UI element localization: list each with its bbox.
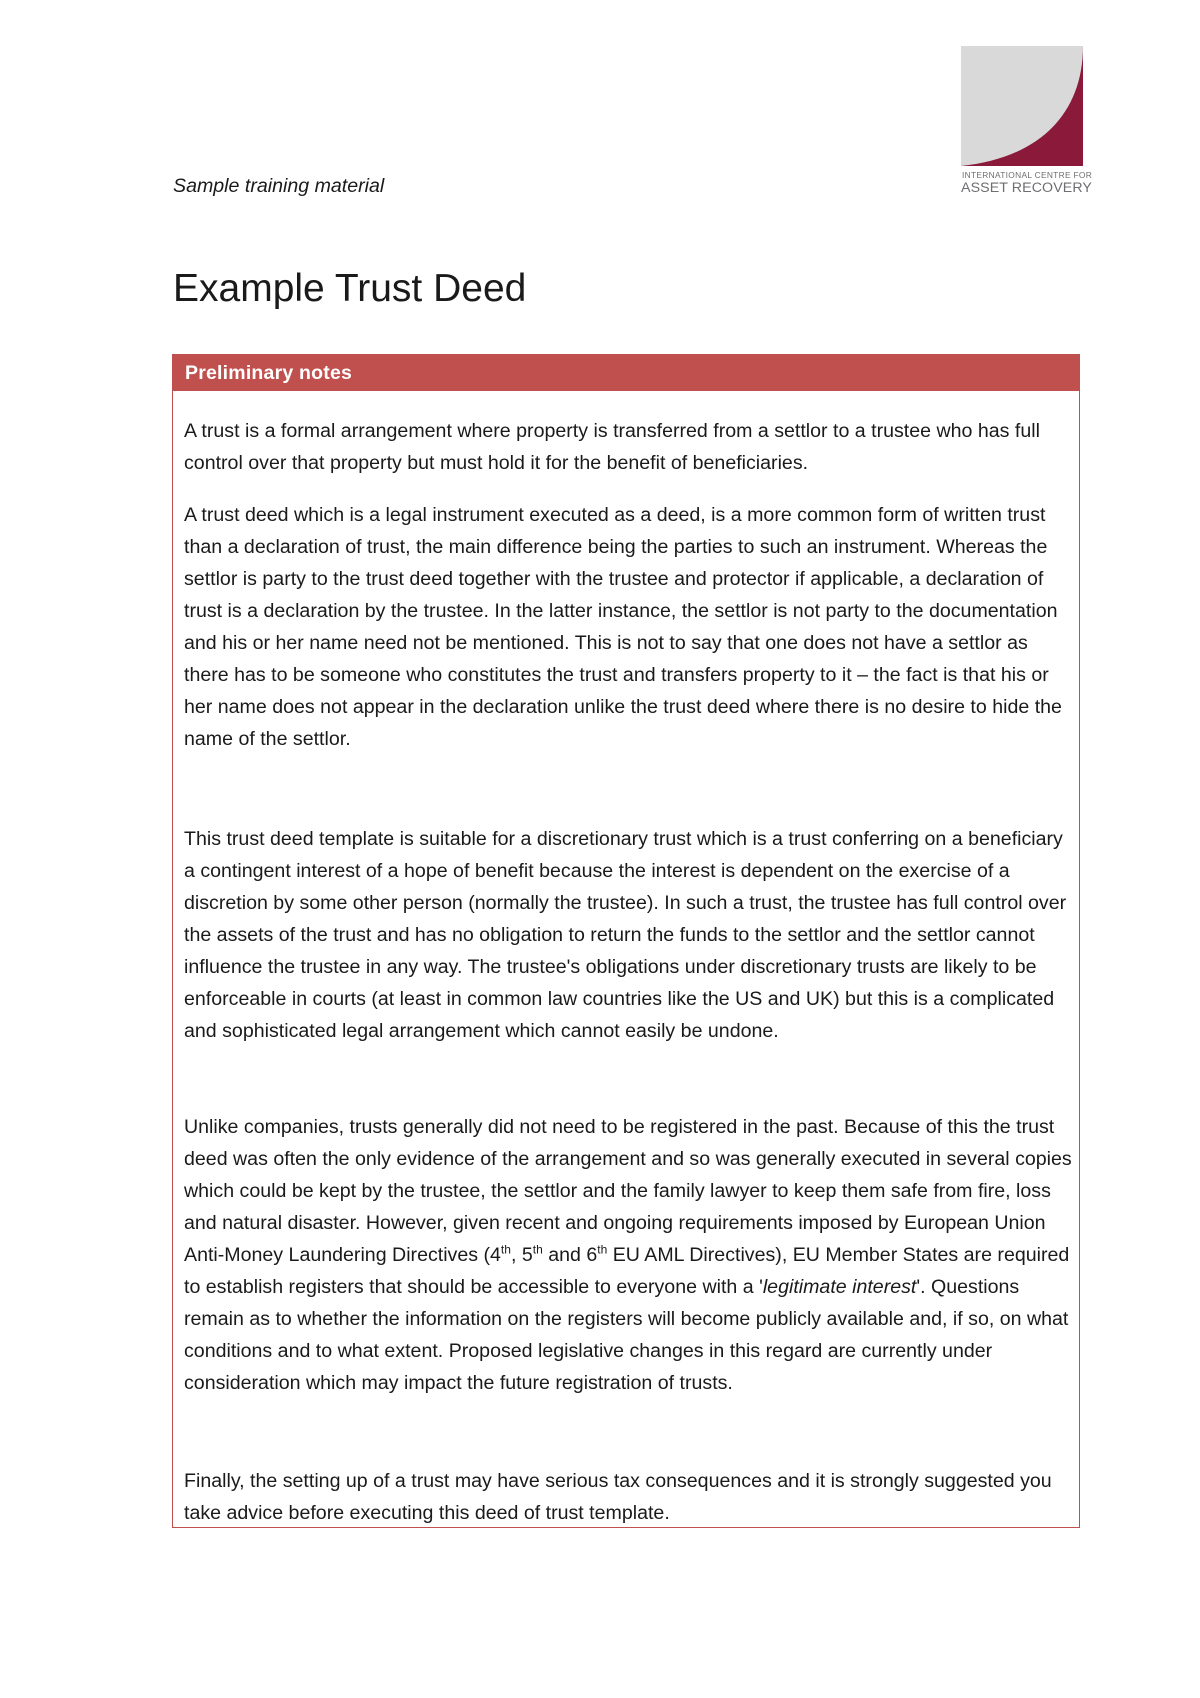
notes-paragraph-2: A trust deed which is a legal instrument executed as a deed, is a more common form of written trust than a declaration of trust, the main difference being the parties to such an instrument. Whereas the settlor is party to the trust deed together with the trustee and protector if applicable, a declaration of trust is a declaration by the trustee. In the latter instance, the settlor is not party to the documentation and his or her name need not be mentioned. This is not to say that one does not have a settlor as there has to be someone who constitutes the trust and transfers property to it – the fact is that his or her name does not appear in the declaration unlike the trust deed where there is no desire to hide the name of the settlor. [184, 504, 1062, 750]
preliminary-notes-box [172, 354, 1080, 1528]
p4-text-c: and 6 [542, 1244, 598, 1266]
p4-sup-3: th [597, 1242, 608, 1257]
logo-text-line1: INTERNATIONAL CENTRE FOR [962, 170, 1093, 180]
p4-sup-2: th [532, 1242, 543, 1257]
p4-text-b: , 5 [510, 1244, 533, 1266]
notes-paragraph-4 [184, 1111, 1074, 1399]
p4-sup-1: th [500, 1242, 511, 1257]
p4-text-e: '. Questions remain as to whether the information on the registers will become publicly available and, if so, on what conditions and to what extent. Proposed legislative changes in this regard are currently under consideration which may impact the future registration of trusts. [184, 1276, 1069, 1394]
logo-mark-icon [961, 46, 1083, 166]
page-title: Example Trust Deed [173, 267, 527, 310]
notes-paragraph-3: This trust deed template is suitable for a discretionary trust which is a trust conferring on a beneficiary a contingent interest of a hope of benefit because the interest is dependent on the exercise of a discretion by some other person (normally the trustee). In such a trust, the trustee has full control over the assets of the trust and has no obligation to return the funds to the settlor and the settlor cannot influence the trustee in any way. The trustee's obligations under discretionary trusts are likely to be enforceable in courts (at least in common law countries like the US and UK) but this is a complicated and sophisticated legal arrangement which cannot easily be undone. [184, 828, 1067, 1042]
p4-emphasis: legitimate interest [762, 1276, 917, 1298]
notes-heading: Preliminary notes [173, 355, 1079, 391]
notes-paragraph-1: A trust is a formal arrangement where property is transferred from a settlor to a trustee who has full control over that property but must hold it for the benefit of beneficiaries. [184, 420, 1040, 474]
p4-text-d: EU AML Directives), EU Member States are required to establish registers that should be accessible to everyone with a ' [184, 1244, 1070, 1298]
icar-logo [961, 46, 1093, 200]
p4-text-a: Unlike companies, trusts generally did not need to be registered in the past. Because of this the trust deed was often the only evidence of the arrangement and so was generally executed in several copies which could be kept by the trustee, the settlor and the family lawyer to keep them safe from fire, loss and natural disaster. However, given recent and ongoing requirements imposed by European Union Anti-Money Laundering Directives (4 [184, 1116, 1072, 1266]
notes-paragraph-5: Finally, the setting up of a trust may have serious tax consequences and it is strongly suggested you take advice before executing this deed of trust template. [184, 1470, 1052, 1524]
document-subtitle: Sample training material [173, 175, 385, 197]
logo-text-line2: ASSET RECOVERY [961, 180, 1092, 196]
